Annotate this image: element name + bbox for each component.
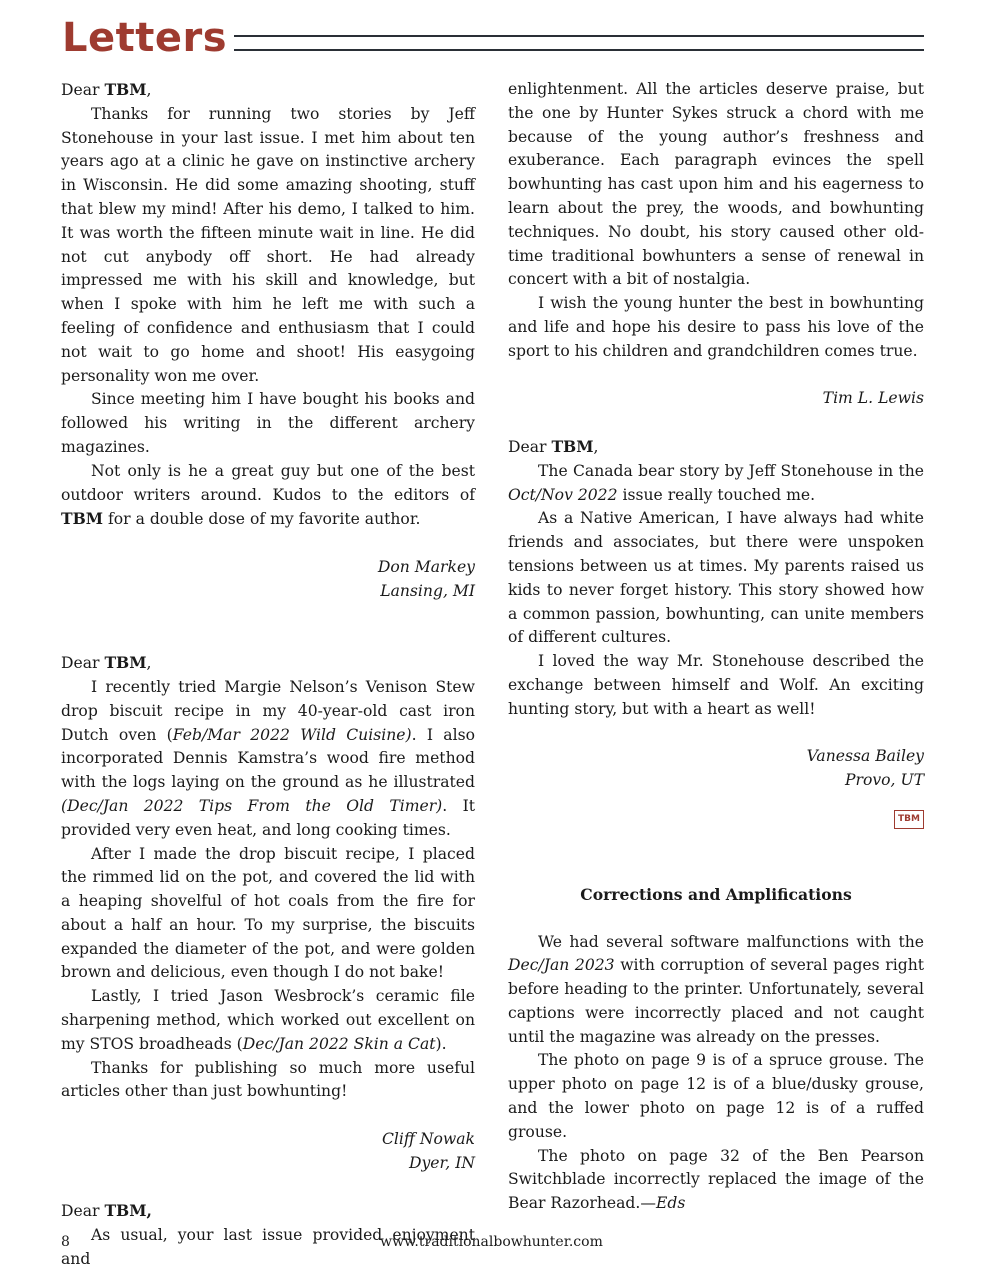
corrections-heading: Corrections and Amplifications xyxy=(580,884,852,904)
letter-paragraph: I wish the young hunter the best in bowhunting and life and hope his desire to pass his love of the sport to his children and grandchildren comes true. xyxy=(508,294,924,360)
letter-paragraph: The Canada bear story by Jeff Stonehouse in the Oct/Nov 2022 issue really touched me. xyxy=(508,461,924,504)
letter-paragraph: I loved the way Mr. Stonehouse described the exchange between himself and Wolf. An exciting hunting story, but with a heart as well! xyxy=(508,652,924,718)
letter-greeting: Dear TBM, xyxy=(61,653,152,673)
header-rule-bottom xyxy=(234,49,924,51)
letter-greeting: Dear TBM, xyxy=(61,1201,152,1221)
letter-markey xyxy=(61,78,475,604)
tbm-end-badge: TBM xyxy=(894,810,924,829)
header-rule-top xyxy=(234,35,924,37)
letter-paragraph: enlightenment. All the articles deserve praise, but the one by Hunter Sykes struck a chord with me because of the young author’s freshness and exuberance. Each paragraph evinces the spell bowhunting has cast upon him and his eagerness to learn about the prey, the woods, and bowhunting techniques. No doubt, his story caused other old-time traditional bowhunters a sense of renewal in concert with a bit of nostalgia. xyxy=(508,80,924,289)
letter-paragraph: As a Native American, I have always had white friends and associates, but there were unspoken tensions between us at times. My parents raised us kids to never forget history. This story showed how a common passion, bowhunting, can unite members of different cultures. xyxy=(508,509,924,647)
footer-website: www.traditionalbowhunter.com xyxy=(380,1234,603,1250)
section-title: Letters xyxy=(62,15,228,61)
signature-place: Dyer, IN xyxy=(409,1153,475,1172)
signature-place: Provo, UT xyxy=(845,771,924,790)
letter-paragraph: Since meeting him I have bought his books and followed his writing in the different archery magazines. xyxy=(61,390,475,456)
signature-name: Vanessa Bailey xyxy=(806,747,924,766)
corrections-section xyxy=(508,883,924,1216)
letter-paragraph: As usual, your last issue provided enjoyment and xyxy=(61,1226,475,1269)
letter-lewis-continued xyxy=(508,78,924,411)
letter-nowak xyxy=(61,651,475,1176)
letter-paragraph: Thanks for running two stories by Jeff Stonehouse in your last issue. I met him about ten years ago at a clinic he gave on instinctive archery in Wisconsin. He did some amazing shooting, stuff that blew my mind! After his demo, I talked to him. It was worth the fifteen minute wait in line. He did not cut anybody off short. He had already impressed me with his skill and knowledge, but when I spoke with him he left me with such a feeling of confidence and enthusiasm that I could not wait to go home and shoot! His easygoing personality won me over. xyxy=(61,104,475,385)
letter-greeting: Dear TBM, xyxy=(61,80,152,99)
corrections-paragraph: The photo on page 32 of the Ben Pearson Switchblade incorrectly replaced the image of the Bear Razorhead.—Eds xyxy=(508,1146,924,1213)
signature-name: Don Markey xyxy=(377,557,475,576)
corrections-paragraph: The photo on page 9 is of a spruce grouse. The upper photo on page 12 is of a blue/dusky grouse, and the lower photo on page 12 is of a ruffed grouse. xyxy=(508,1051,924,1141)
letter-paragraph: Not only is he a great guy but one of the best outdoor writers around. Kudos to the editors of TBM for a double dose of my favorite author. xyxy=(61,461,475,529)
signature-name: Cliff Nowak xyxy=(381,1130,475,1149)
page-number: 8 xyxy=(61,1234,70,1250)
letter-paragraph: After I made the drop biscuit recipe, I placed the rimmed lid on the pot, and covered the lid with a heaping shovelful of hot coals from the fire for about a half an hour. To my surprise, the biscuits expanded the diameter of the pot, and were golden brown and delicious, even though I do not bake! xyxy=(61,844,475,982)
signature-place: Lansing, MI xyxy=(380,581,475,600)
left-column xyxy=(61,78,475,1272)
corrections-paragraph: We had several software malfunctions with the Dec/Jan 2023 with corruption of several pages right before heading to the printer. Unfortunately, several captions were incorrectly placed and not caught until the magazine was already on the presses. xyxy=(508,932,924,1046)
letter-paragraph: Thanks for publishing so much more useful articles other than just bowhunting! xyxy=(61,1058,475,1101)
signature-name: Tim L. Lewis xyxy=(822,389,924,408)
end-mark xyxy=(508,805,924,845)
letter-bailey xyxy=(508,435,924,793)
letter-greeting: Dear TBM, xyxy=(508,436,599,456)
right-column xyxy=(508,78,924,1216)
letter-paragraph: Lastly, I tried Jason Wesbrock’s ceramic file sharpening method, which worked out excellent on my STOS broadheads (Dec/Jan 2022 Skin a Cat). xyxy=(61,987,475,1053)
letter-paragraph: I recently tried Margie Nelson’s Venison Stew drop biscuit recipe in my 40-year-old cast iron Dutch oven (Feb/Mar 2022 Wild Cuisine). I also incorporated Dennis Kamstra’s wood fire method with the logs laying on the ground as he illustrated (Dec/Jan 2022 Tips From the Old Timer). It provided very even heat, and long cooking times. xyxy=(61,677,476,839)
